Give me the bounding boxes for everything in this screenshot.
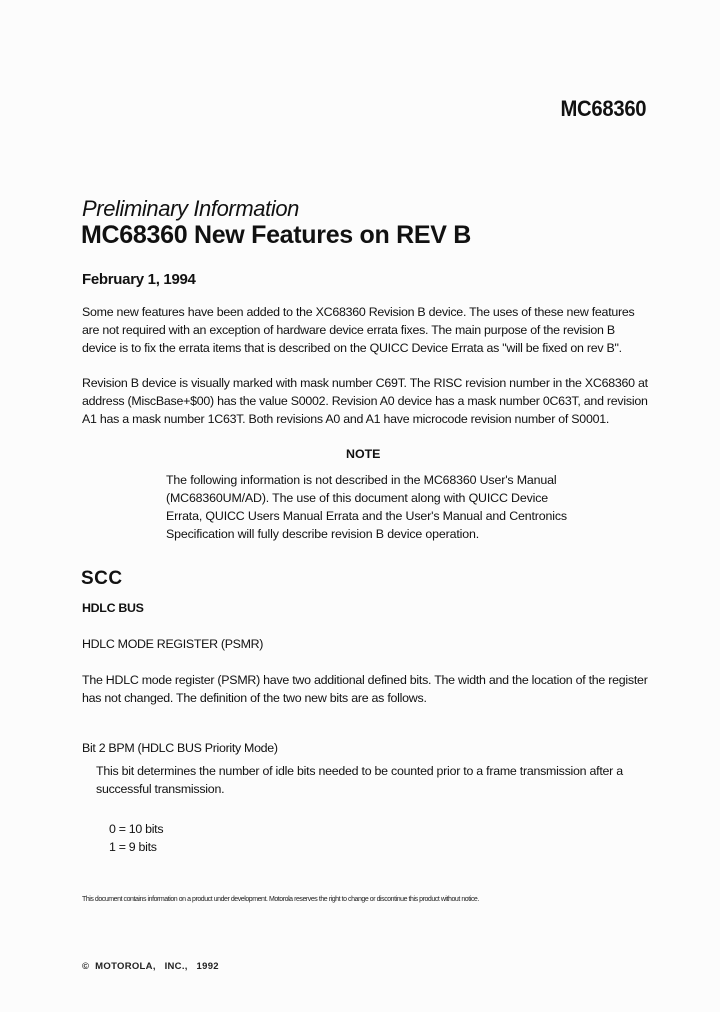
paragraph-line: successful transmission. bbox=[96, 782, 225, 796]
bit-value-item: 0 = 10 bits bbox=[109, 822, 164, 836]
footer-copyright: © MOTOROLA, INC., 1992 bbox=[82, 961, 219, 972]
bit-description bbox=[96, 762, 623, 798]
note-line: Specification will fully describe revision B device operation. bbox=[166, 527, 480, 541]
bit-values-list bbox=[109, 820, 163, 856]
part-number-header: MC68360 bbox=[560, 96, 646, 121]
paragraph-line: This bit determines the number of idle bits needed to be counted prior to a frame transmission after a bbox=[96, 764, 623, 778]
register-description bbox=[82, 671, 662, 707]
document-subtitle: Preliminary Information bbox=[82, 196, 299, 221]
intro-paragraph-1 bbox=[82, 303, 662, 357]
paragraph-line: device is to fix the errata items that is described on the QUICC Device Errata as "will be fixed on rev B". bbox=[82, 341, 622, 355]
note-line: The following information is not described in the MC68360 User's Manual bbox=[166, 473, 557, 487]
paragraph-line: A1 has a mask number 1C63T. Both revisions A0 and A1 have microcode revision number of S0001. bbox=[82, 412, 610, 426]
register-heading: HDLC MODE REGISTER (PSMR) bbox=[82, 637, 264, 651]
section-heading-scc: SCC bbox=[81, 568, 123, 589]
paragraph-line: Revision B device is visually marked with mask number C69T. The RISC revision number in the XC68360 at bbox=[82, 376, 648, 390]
intro-paragraph-2 bbox=[82, 374, 662, 428]
footer-disclaimer: This document contains information on a product under development. Motorola reserves the right to change or discontinue this product without notice. bbox=[82, 896, 479, 903]
note-heading: NOTE bbox=[346, 447, 381, 461]
note-line: Errata, QUICC Users Manual Errata and the User's Manual and Centronics bbox=[166, 509, 567, 523]
paragraph-line: has not changed. The definition of the two new bits are as follows. bbox=[82, 691, 427, 705]
paragraph-line: are not required with an exception of hardware device errata fixes. The main purpose of the revision B bbox=[82, 323, 615, 337]
bit-value-item: 1 = 9 bits bbox=[109, 840, 157, 854]
document-date: February 1, 1994 bbox=[82, 271, 196, 288]
paragraph-line: Some new features have been added to the XC68360 Revision B device. The uses of these new features bbox=[82, 305, 635, 319]
paragraph-line: The HDLC mode register (PSMR) have two additional defined bits. The width and the location of the register bbox=[82, 673, 648, 687]
note-line: (MC68360UM/AD). The use of this document along with QUICC Device bbox=[166, 491, 549, 505]
bit-heading: Bit 2 BPM (HDLC BUS Priority Mode) bbox=[82, 741, 278, 755]
document-title: MC68360 New Features on REV B bbox=[81, 221, 472, 249]
note-body bbox=[166, 471, 567, 543]
paragraph-line: address (MiscBase+$00) has the value S0002. Revision A0 device has a mask number 0C63T, and revision bbox=[82, 394, 648, 408]
subsection-heading-hdlc-bus: HDLC BUS bbox=[82, 601, 144, 615]
